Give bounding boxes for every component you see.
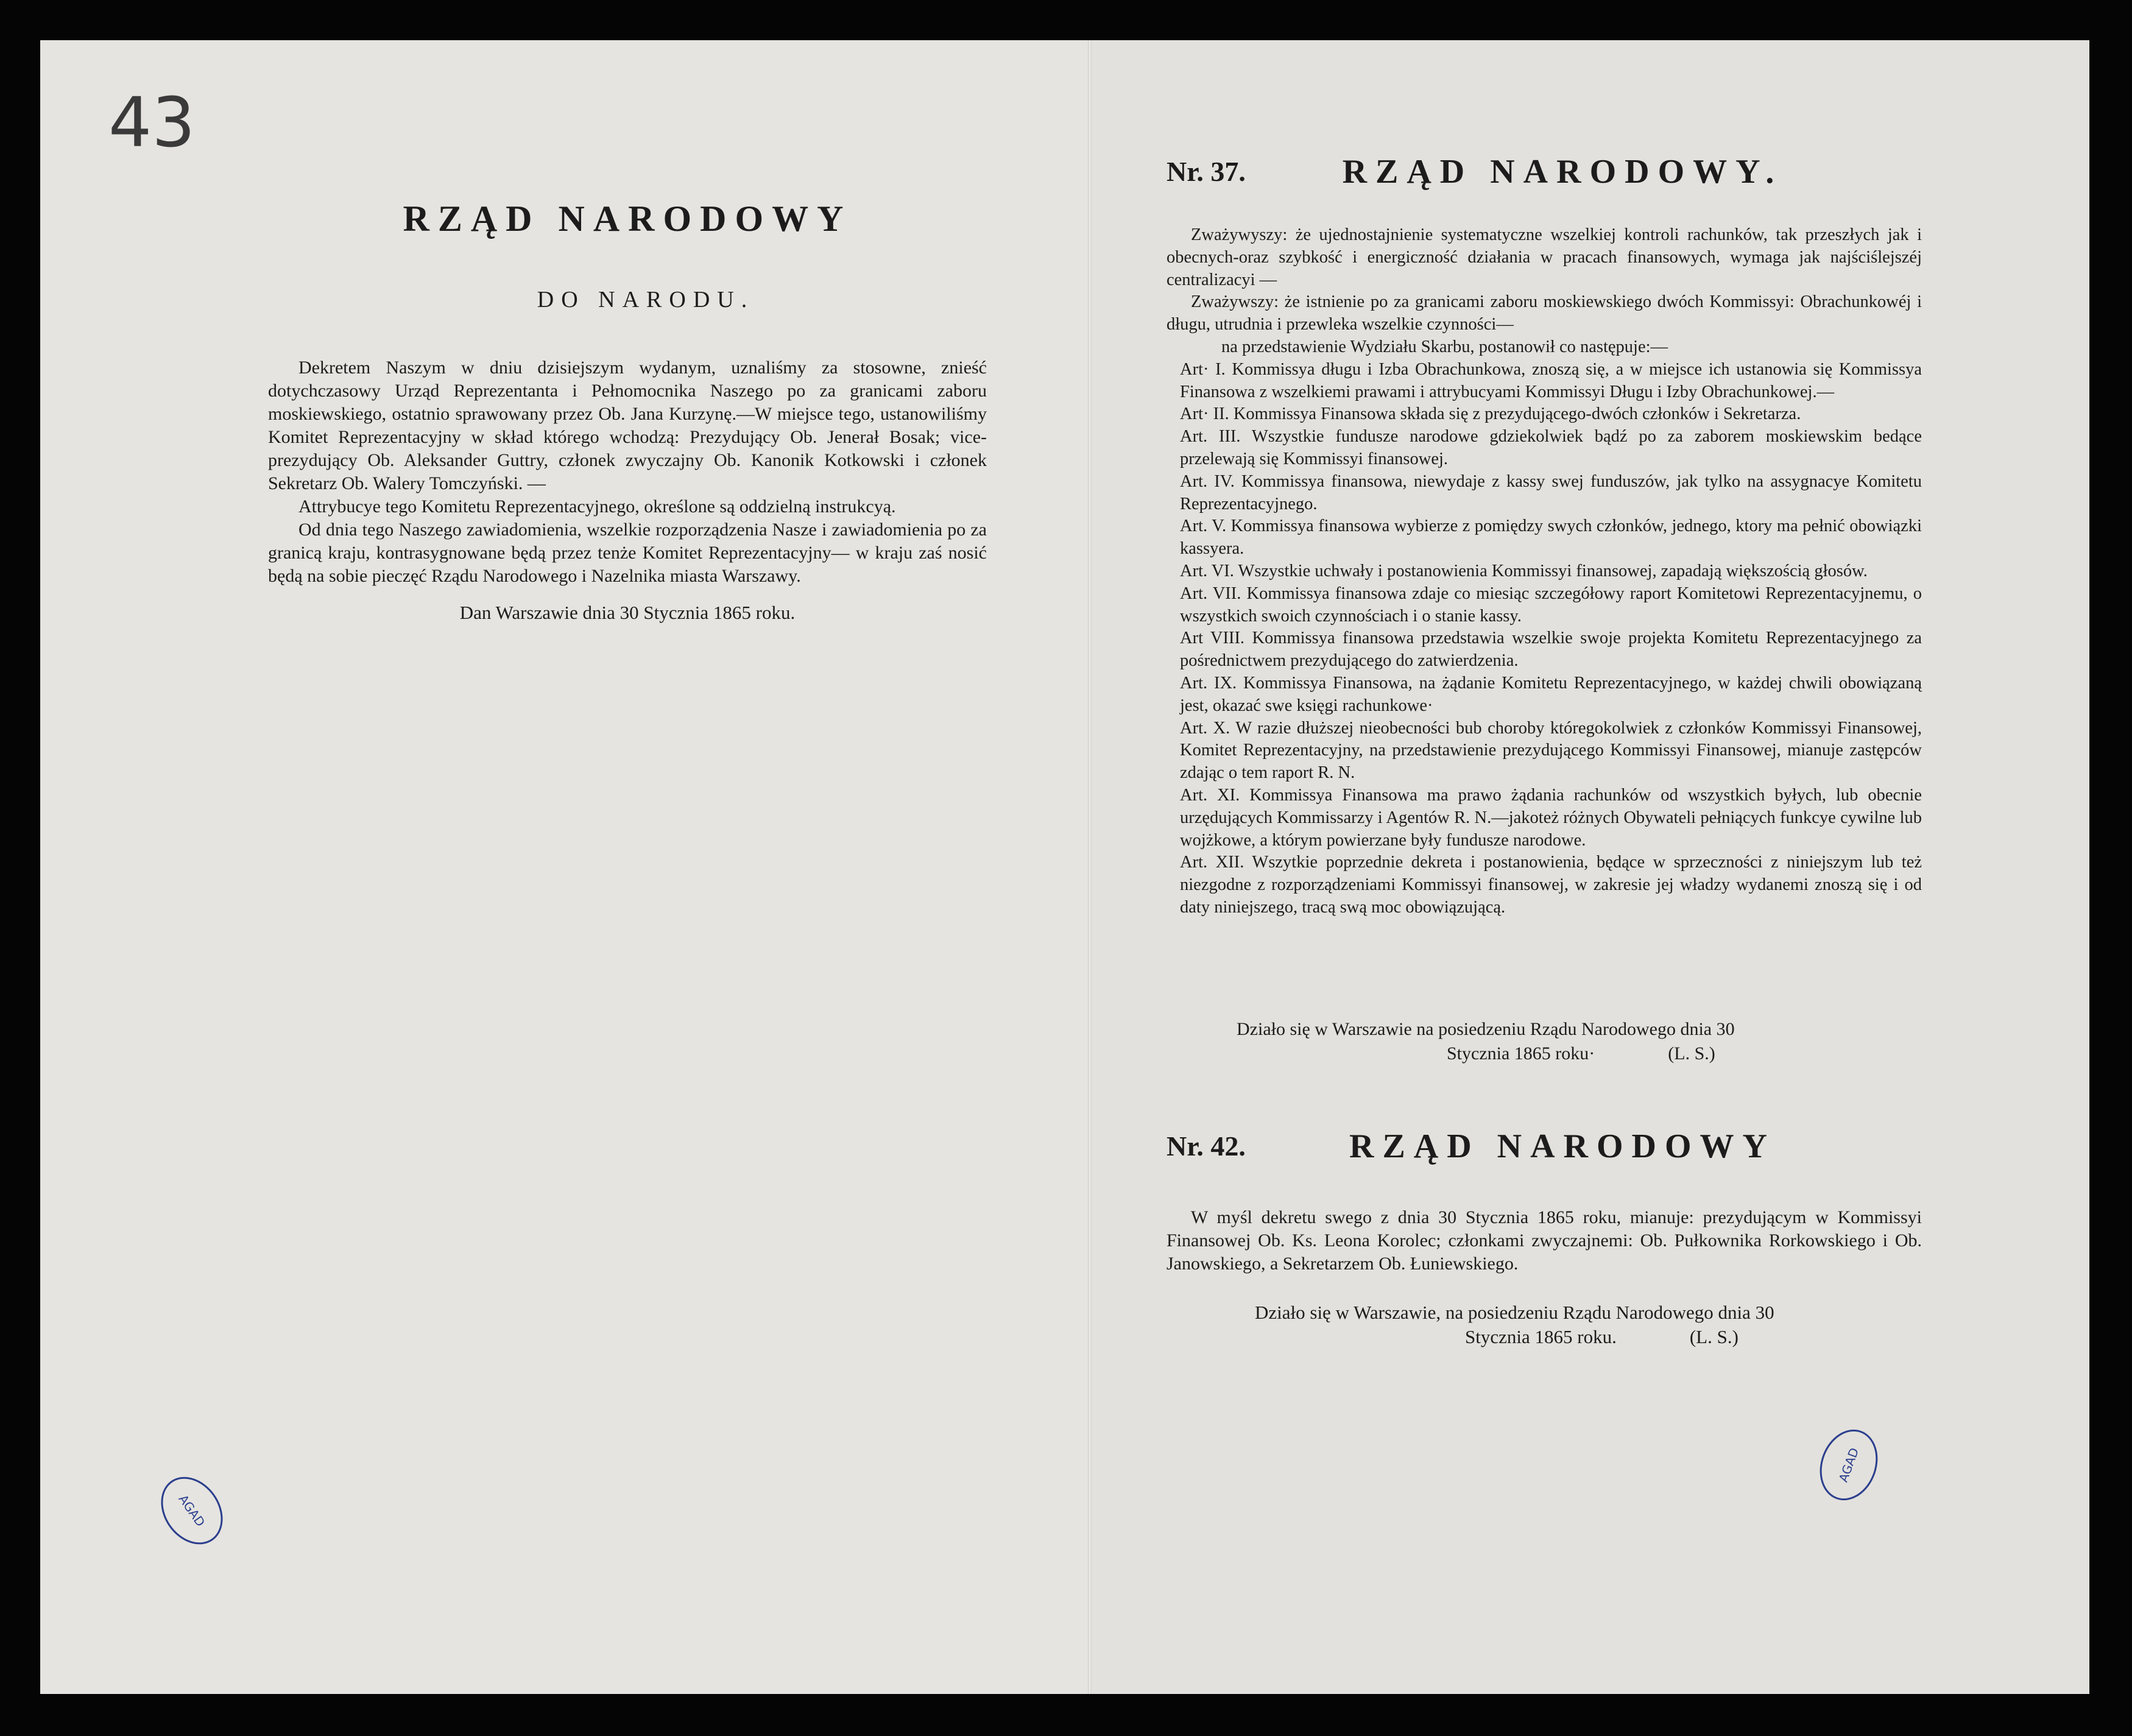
nr37-dated-line2: Stycznia 1865 roku· (1447, 1043, 1595, 1064)
nr37-article: Art. IX. Kommissya Finansowa, na żądanie Komitetu Reprezentacyjnego, w każdej chwili obowiązaną jest, okazać swe księgi rachunkowe· (1180, 673, 1922, 715)
folio-number: 43 (108, 83, 196, 163)
nr37-dated-line1: Działo się w Warszawie na posiedzeniu Rządu Narodowego dnia 30 (1237, 1019, 1735, 1039)
nr37-preamble: Zważywszy: że istnienie po za granicami zaboru moskiewskiego dwóch Kommissyi: Obrachunkowéj i długu, utrudnia i przewleka wszelkie czynności— (1167, 292, 1922, 334)
nr42-dated-line2-wrap (1255, 1325, 1913, 1349)
nr42-seal: (L. S.) (1689, 1326, 1738, 1347)
nr37-article: Art· II. Kommissya Finansowa składa się z prezydującego-dwóch członków i Sekretarza. (1180, 404, 1801, 424)
nr42-title: RZĄD NARODOWY (1349, 1127, 1776, 1165)
nr37-article: Art. XII. Wszytkie poprzednie dekreta i postanowienia, będące w sprzeczności z niniejszym lub też niezgodne z rozporządzeniami Kommissyi finansowej, w zakresie jej władzy wydanemi znoszą się i od daty niniejszego, tracą swą moc obowiązującą. (1180, 853, 1922, 917)
nr42-dated (1255, 1300, 1913, 1349)
left-paragraph: Od dnia tego Naszego zawiadomienia, wszelkie rozporządzenia Nasze i zawiadomienia po za granicą kraju, kontrasygnowane będą przez tenże Komitet Reprezentacyjny— w kraju zaś nosić będą na sobie pieczęć Rządu Narodowego i Nazelnika miasta Warszawy. (268, 520, 987, 586)
nr37-dated (1237, 1017, 1894, 1066)
svg-text:AGAD: AGAD (175, 1492, 208, 1530)
svg-text:AGAD: AGAD (1835, 1445, 1862, 1484)
nr37-number: Nr. 37. (1167, 156, 1246, 187)
left-title: RZĄD NARODOWY (403, 199, 852, 239)
nr37-article: Art VIII. Kommissya finansowa przedstawia wszelkie swoje projekta Komitetu Reprezentacyjnego za pośrednictwem prezydującego do zatwierdzenia. (1180, 629, 1922, 671)
nr37-article: Art. X. W razie dłuższej nieobecności bub choroby któregokolwiek z członków Kommissyi Finansowej, Komitet Reprezentacyjny, na przedstawienie prezydującego Kommissyi Finansowej, mianuje zastępców zdając o tem raport R. N. (1180, 718, 1922, 783)
nr42-body: W myśl dekretu swego z dnia 30 Stycznia 1865 roku, mianuje: prezydującym w Kommissyi Finansowej Ob. Ks. Leona Korolec; członkami zwyczajnemi: Ob. Pułkownika Rorkowskiego i Ob. Janowskiego, a Sekretarzem Ob. Łuniewskiego. (1167, 1207, 1922, 1274)
nr37-article: Art. V. Kommissya finansowa wybierze z pomiędzy swych członków, jednego, ktory ma pełnić obowiązki kassyera. (1180, 517, 1922, 559)
nr37-body (1167, 224, 1922, 919)
archive-stamp-right-icon (1809, 1425, 1888, 1505)
nr37-preamble: na przedstawienie Wydziału Skarbu, postanowił co następuje:— (1221, 337, 1668, 356)
nr37-preamble: Zważywyszy: że ujednostajnienie systematyczne wszelkiej kontroli rachunków, tak przeszłych jak i obecnych-oraz szybkość i energiczność działania w pracach finansowych, wymaga jak najściślejszéj centralizacyi — (1167, 225, 1922, 289)
left-paragraph: Dekretem Naszym w dniu dzisiejszym wydanym, uznaliśmy za stosowne, znieść dotychczasowy Urząd Reprezentanta i Pełnomocnika Naszego po za granicami zaboru moskiewskiego, ostatnio sprawowany przez Ob. Jana Kurzynę.—W miejsce tego, ustanowiliśmy Komitet Reprezentacyjny w skład którego wchodzą: Prezydujący Ob. Jenerał Bosak; vice-prezydujący Ob. Aleksander Guttry, członek zwyczajny Ob. Kanonik Kotkowski i członek Sekretarz Ob. Walery Tomczyński. — (268, 358, 987, 493)
left-body (268, 356, 987, 588)
nr37-seal: (L. S.) (1668, 1043, 1715, 1064)
left-subtitle: DO NARODU. (537, 287, 755, 312)
nr37-article: Art. III. Wszystkie fundusze narodowe gdziekolwiek bądź po za zaborem moskiewskim bedące przelewają się Kommissyi finansowej. (1180, 427, 1922, 468)
nr42-number: Nr. 42. (1167, 1131, 1246, 1162)
nr37-dated-line2-wrap (1237, 1042, 1894, 1066)
left-dated-line: Dan Warszawie dnia 30 Stycznia 1865 roku. (459, 602, 796, 623)
nr37-article: Art. VI. Wszystkie uchwały i postanowienia Kommissyi finansowej, zapadają większością głosów. (1180, 561, 1868, 580)
nr37-article: Art. XI. Kommissya Finansowa ma prawo żądania rachunków od wszystkich byłych, lub obecnie urzędujących Kommissarzy i Agentów R. N.—jakoteż różnych Obywateli pełniących funkcye cywilne lub wojżkowe, a którym powierzane były fundusze narodowe. (1180, 785, 1922, 850)
nr37-article: Art. IV. Kommissya finansowa, niewydaje z kassy swej funduszów, jak tylko na assygnacye Komitetu Reprezentacyjnego. (1180, 471, 1922, 513)
nr37-article: Art· I. Kommissya długu i Izba Obrachunkowa, znoszą się, a w miejsce ich ustanowia się Kommissya Finansowa z wszelkiemi prawami i attrybucyami Kommissyi Długu i Izby Obrachunkowej.— (1180, 359, 1922, 401)
archive-stamp-left-icon (152, 1471, 231, 1550)
nr37-article: Art. VII. Kommissya finansowa zdaje co miesiąc szczegółowy raport Komitetowi Reprezentacyjnemu, o wszystkich swoich czynnościach i o stanie kassy. (1180, 584, 1922, 626)
page-fold (1088, 40, 1092, 1694)
nr42-dated-line2: Stycznia 1865 roku. (1465, 1326, 1617, 1347)
nr37-title: RZĄD NARODOWY. (1342, 153, 1783, 191)
left-paragraph: Attrybucye tego Komitetu Reprezentacyjnego, określone są oddzielną instrukcyą. (298, 496, 896, 517)
nr42-dated-line1: Działo się w Warszawie, na posiedzeniu Rządu Narodowego dnia 30 (1255, 1302, 1774, 1323)
